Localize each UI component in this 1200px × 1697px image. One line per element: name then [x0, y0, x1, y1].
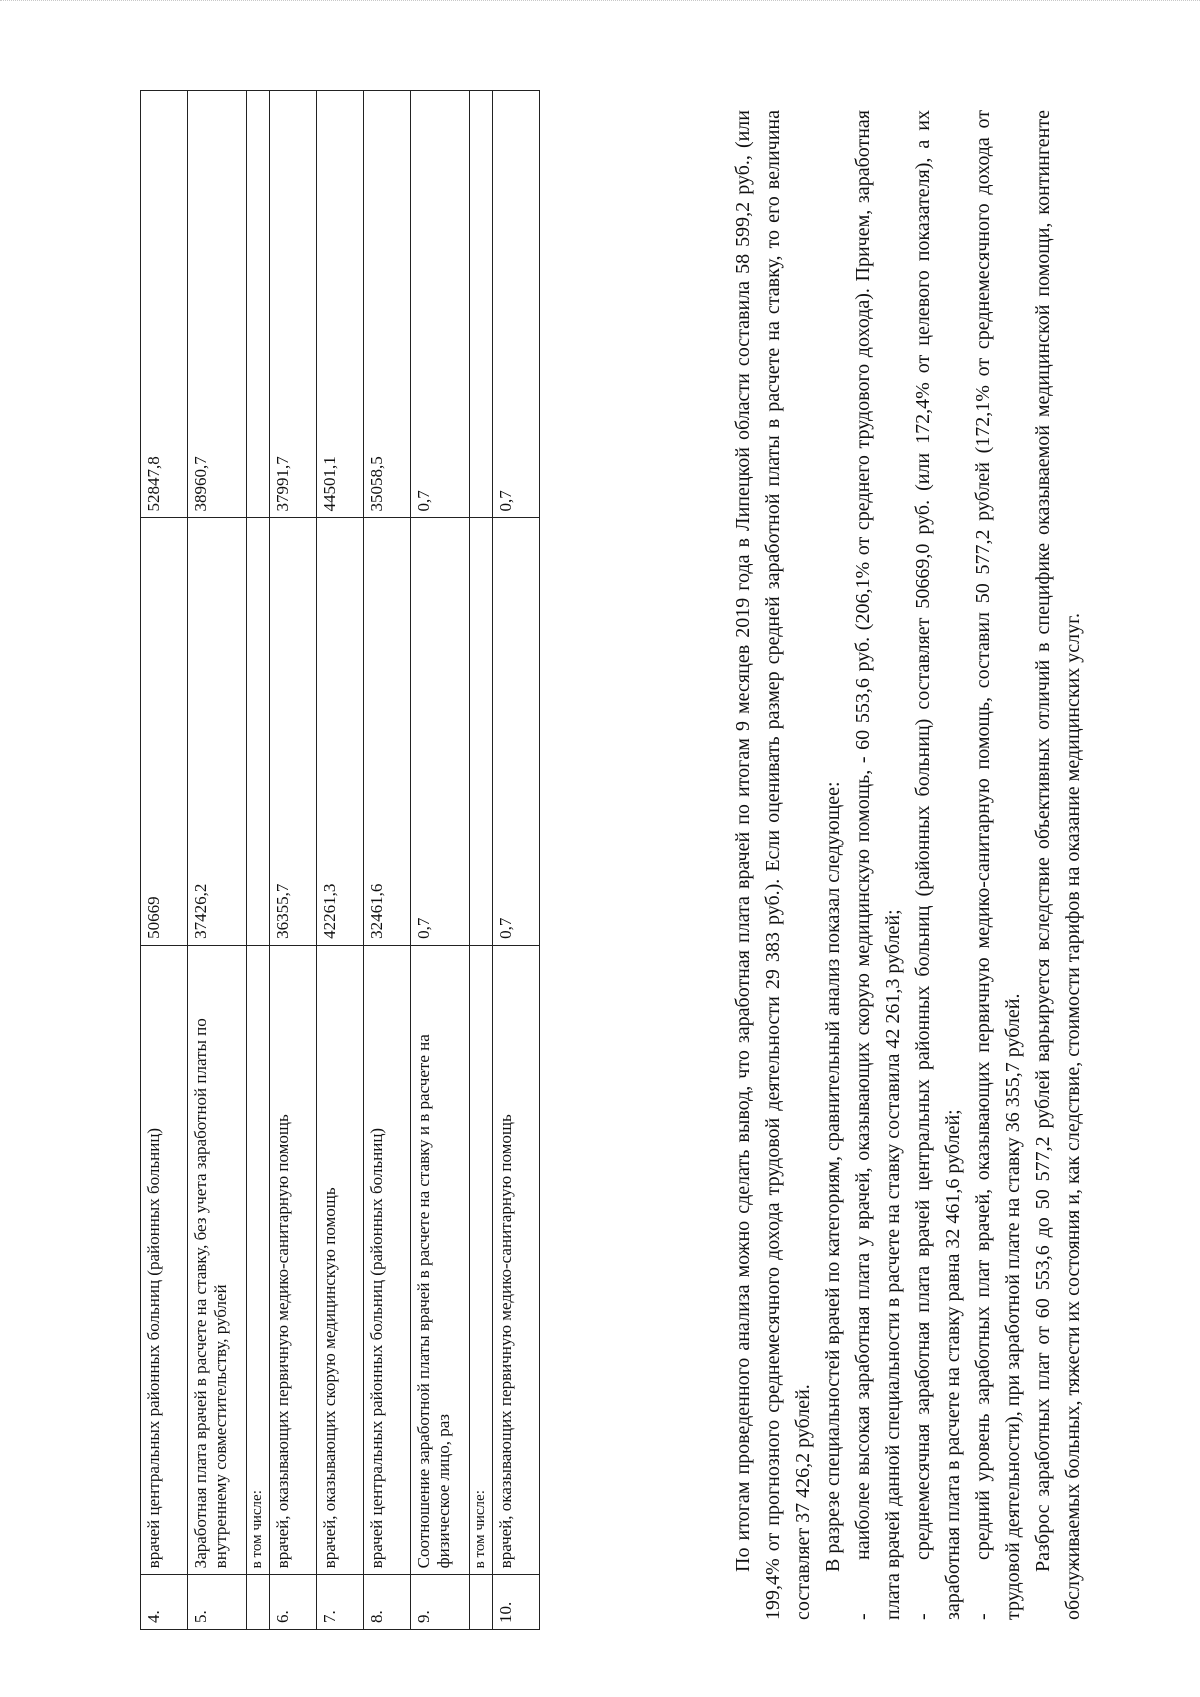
row-value-1	[470, 518, 493, 945]
row-value-1: 42261,3	[317, 518, 364, 945]
row-value-2	[470, 91, 493, 518]
paragraph-conclusion: По итогам проведенного анализа можно сделать вывод, что заработная плата врачей по итогам 9 месяцев 2019 года в Липецкой области составила 58 599,2 руб., (или 199,4% от прогнозного среднемесячного дохода трудовой деятельности 29 383 руб.). Если оценивать размер средней заработной платы в расчете на ставку, то его величина составляет 37 426,2 рублей.	[732, 110, 814, 1620]
list-dash: -	[972, 1613, 994, 1620]
row-indicator: врачей, оказывающих первичную медико-санитарную помощь	[270, 945, 317, 1574]
row-number: 10.	[493, 1575, 540, 1630]
rotated-page	[110, 90, 1110, 1630]
row-number: 5.	[188, 1575, 247, 1630]
paragraph-intro: В разрезе специальностей врачей по категориям, сравнительный анализ показал следующее:	[822, 781, 844, 1572]
row-indicator: врачей центральных районных больниц (районных больниц)	[141, 945, 188, 1574]
row-number: 4.	[141, 1575, 188, 1630]
row-number: 9.	[411, 1575, 470, 1630]
paragraph-emergency-text: наиболее высокая заработная плата у врачей, оказывающих скорую медицинскую помощь, - 60 553,6 руб. (206,1% от среднего трудового дохода). Причем, заработная плата врачей данной специальности в расчете на ставку составила 42 261,3 рублей;	[852, 110, 904, 1620]
row-indicator: в том числе:	[247, 945, 270, 1574]
row-number: 6.	[270, 1575, 317, 1630]
table-row	[317, 91, 364, 1630]
row-indicator: Заработная плата врачей в расчете на ставку, без учета заработной платы по внутреннему совместительству, рублей	[188, 945, 247, 1574]
row-value-1	[247, 518, 270, 945]
scan-edge	[0, 0, 1200, 1]
row-value-1: 32461,6	[364, 518, 411, 945]
row-indicator: в том числе:	[470, 945, 493, 1574]
list-dash: -	[912, 1613, 934, 1620]
row-value-2: 35058,5	[364, 91, 411, 518]
salary-table	[140, 90, 540, 1630]
row-value-2: 38960,7	[188, 91, 247, 518]
table-row	[188, 91, 247, 1630]
body-text	[728, 110, 1088, 1620]
table-row	[141, 91, 188, 1630]
table-row	[270, 91, 317, 1630]
paragraph-district-text: среднемесячная заработная плата врачей центральных районных больниц (районных больниц) составляет 50669,0 руб. (или 172,4% от целевого показателя), а их заработная плата в расчете на ставку равна 32 461,6 рублей;	[912, 110, 964, 1620]
list-dash: -	[852, 1613, 874, 1620]
paragraph-primary	[968, 110, 1028, 1620]
table-row	[470, 91, 493, 1630]
row-value-1: 0,7	[493, 518, 540, 945]
row-number: 7.	[317, 1575, 364, 1630]
row-value-2: 37991,7	[270, 91, 317, 518]
paragraph-spread: Разброс заработных плат от 60 553,6 до 50 577,2 рублей варьируется вследствие объективных отличий в специфике оказываемой медицинской помощи, контингенте обслуживаемых больных, тяжести их состояния и, как следствие, стоимости тарифов на оказание медицинских услуг.	[1032, 110, 1084, 1620]
row-number: 8.	[364, 1575, 411, 1630]
row-indicator: врачей, оказывающих первичную медико-санитарную помощь	[493, 945, 540, 1574]
row-value-1: 0,7	[411, 518, 470, 945]
row-value-2: 0,7	[411, 91, 470, 518]
table-row	[411, 91, 470, 1630]
table-row	[493, 91, 540, 1630]
row-value-2	[247, 91, 270, 518]
row-value-2: 44501,1	[317, 91, 364, 518]
row-value-1: 36355,7	[270, 518, 317, 945]
row-indicator: врачей, оказывающих скорую медицинскую помощь	[317, 945, 364, 1574]
row-value-1: 50669	[141, 518, 188, 945]
row-indicator: Соотношение заработной платы врачей в расчете на ставку и в расчете на физическое лицо, раз	[411, 945, 470, 1574]
row-number	[470, 1575, 493, 1630]
paragraph-district	[908, 110, 968, 1620]
row-value-2: 0,7	[493, 91, 540, 518]
row-value-2: 52847,8	[141, 91, 188, 518]
paragraph-emergency	[848, 110, 908, 1620]
row-indicator: врачей центральных районных больниц (районных больниц)	[364, 945, 411, 1574]
row-value-1: 37426,2	[188, 518, 247, 945]
table-row	[364, 91, 411, 1630]
paragraph-primary-text: средний уровень заработных плат врачей, оказывающих первичную медико-санитарную помощь, составил 50 577,2 рублей (172,1% от среднемесячного дохода от трудовой деятельности), при заработной плате на ставку 36 355,7 рублей.	[972, 110, 1024, 1620]
table-row	[247, 91, 270, 1630]
row-number	[247, 1575, 270, 1630]
